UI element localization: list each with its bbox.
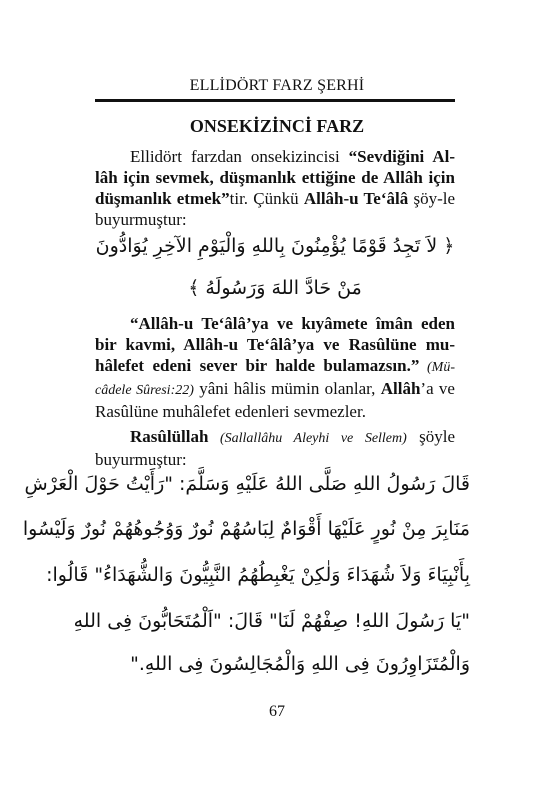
verse-line-2: مَنْ حَادَّ اللهَ وَرَسُولَهُ ﴾ (188, 277, 362, 299)
intro-text-3: şöy-le buyurmuştur: (95, 189, 455, 229)
intro-bold-allah: Allâh-u Te‘âlâ (303, 189, 409, 208)
translation-bold-allah: Allâh (380, 379, 421, 398)
translation-text-1: yâni hâlis mümin olanlar, (193, 379, 381, 398)
header-rule (95, 99, 455, 102)
chapter-title: ONSEKİZİNCİ FARZ (189, 116, 365, 136)
translation-bold: “Allâh-u Te‘âlâ’ya ve kıyâmete îmân eden bir kavmi, Allâh-u Te‘âlâ’ya ve Rasûlüne mu-hâlefet edeni sever bir halde bulamazsın.” (95, 314, 455, 375)
page-number: 67 (269, 703, 285, 720)
verse-line-1: ﴿ لاَ تَجِدُ قَوْمًا يُؤْمِنُونَ بِاللهِ وَالْيَوْمِ الآخِرِ يُوَادُّونَ (95, 235, 455, 257)
hadith-line-5: وَالْمُتَزَاوِرُونَ فِى اللهِ وَالْمُجَالِسُونَ فِى اللهِ." (130, 653, 470, 675)
hadith-intro-bold: Rasûlüllah (130, 427, 209, 446)
verse-source: (Mü-câdele Sûresi:22) (95, 360, 455, 398)
hadith-intro-salawat: (Sallallâhu Aleyhi ve Sellem) (208, 431, 407, 446)
hadith-line-1: قَالَ رَسُولُ اللهِ صَلَّى اللهُ عَلَيْهِ وَسَلَّمَ: "رَأَيْتُ حَوْلَ الْعَرْشِ (24, 473, 470, 495)
translation-paragraph (95, 313, 455, 422)
translation-text-2: ’a ve Rasûlüne muhâlefet edenleri sevmezler. (95, 379, 455, 421)
hadith-intro (95, 426, 455, 470)
hadith-line-2: مَنَابِرَ مِنْ نُورٍ عَلَيْهَا أَقْوَامٌ لِبَاسُهُمْ نُورٌ وَوُجُوهُهُمْ نُورٌ وَلَيْسُوا (22, 518, 470, 540)
intro-text-2: tir. Çünkü (229, 189, 304, 208)
intro-paragraph (95, 146, 455, 230)
hadith-intro-text: şöyle buyurmuştur: (95, 427, 455, 469)
running-head: ELLİDÖRT FARZ ŞERHİ (189, 77, 365, 94)
intro-text-1: Ellidört farzdan onsekizincisi (130, 147, 349, 166)
intro-bold-quote: “Sevdiğini Al-lâh için sevmek, düşmanlık ettiğine de Allâh için düşmanlık etmek” (95, 147, 455, 208)
hadith-line-3: بِأَنْبِيَاءَ وَلاَ شُهَدَاءَ وَلٰكِنْ يَغْبِطُهُمُ النَّبِيُّونَ وَالشُّهَدَاءُ" قَالُوا: (46, 564, 470, 586)
hadith-line-4: "يَا رَسُولَ اللهِ! صِفْهُمْ لَنَا" قَالَ: "اَلْمُتَحَابُّونَ فِى اللهِ (73, 610, 470, 632)
